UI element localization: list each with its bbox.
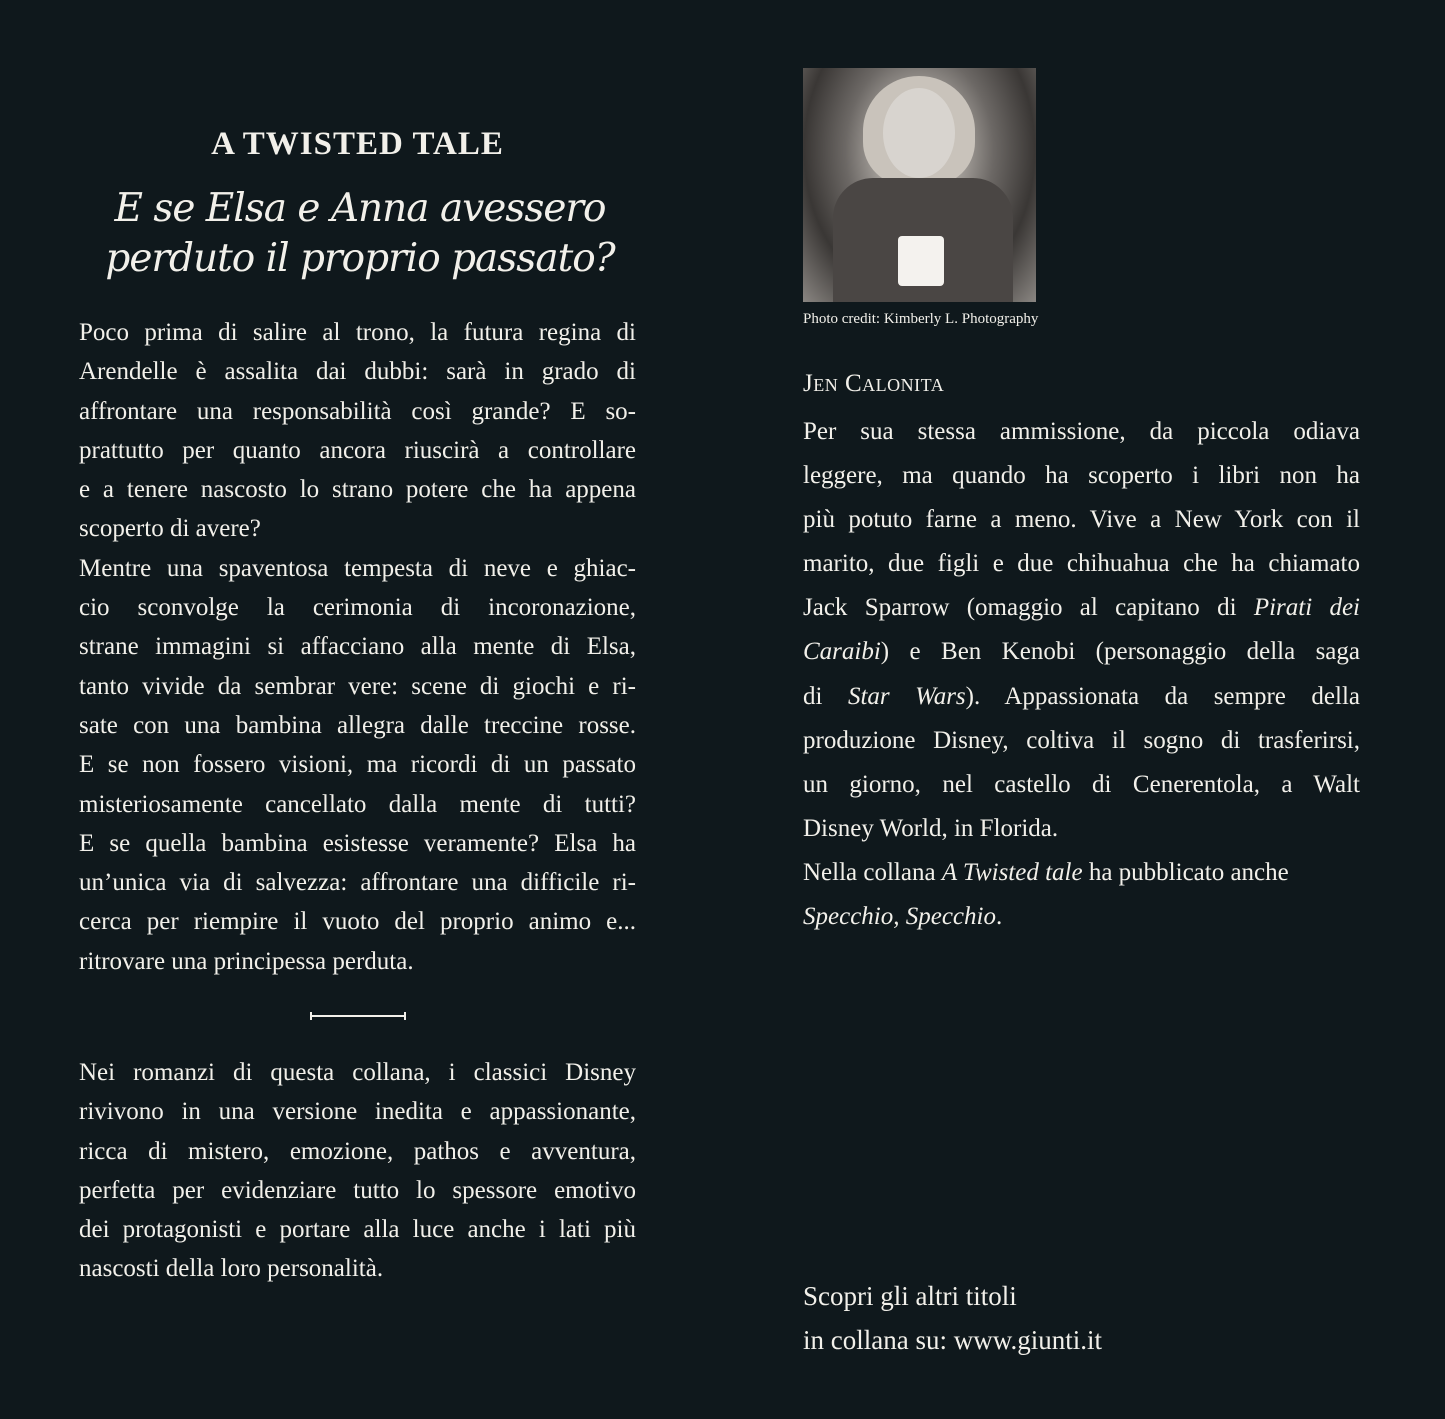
text-line: dei protagonisti e portare alla luce anche i lati più <box>79 1216 636 1244</box>
text-line: sate con una bambina allegra dalle treccine rosse. <box>79 711 636 739</box>
text-segment: un giorno, nel castello di Cenerentola, a Walt <box>803 770 1360 798</box>
text-segment: ha pubblicato anche <box>1082 858 1289 886</box>
author-photo <box>803 68 1036 302</box>
text-line: affrontare una responsabilità così grande? E so- <box>79 397 636 425</box>
text-line: prattutto per quanto ancora riuscirà a controllare <box>79 436 636 464</box>
series-title: A TWISTED TALE <box>211 126 504 162</box>
photo-credit: Photo credit: Kimberly L. Photography <box>803 311 1039 327</box>
text-line <box>803 630 1360 674</box>
text-line <box>803 454 1360 498</box>
text-line <box>803 851 1360 895</box>
text-line: Nei romanzi di questa collana, i classici Disney <box>79 1059 636 1086</box>
text-line: perfetta per evidenziare tutto lo spessore emotivo <box>79 1176 636 1204</box>
text-segment: più potuto farne a meno. Vive a New York con il <box>803 506 1360 534</box>
section-divider <box>310 1012 406 1020</box>
text-line: ritrovare una principessa perduta. <box>79 947 414 975</box>
text-line: un’unica via di salvezza: affrontare una difficile ri- <box>79 869 636 897</box>
italic-title: Pirati dei <box>1253 594 1360 622</box>
text-line: e a tenere nascosto lo strano potere che ha appena <box>79 476 636 504</box>
text-line: Poco prima di salire al trono, la futura regina di <box>79 319 636 346</box>
subtitle-line: perduto il proprio passato? <box>105 236 615 281</box>
italic-title: Specchio, Specchio <box>803 903 996 931</box>
text-segment: . <box>995 903 1003 931</box>
text-line: E se quella bambina esistesse veramente? Elsa ha <box>79 829 636 857</box>
text-line: rivivono in una versione inedita e appassionante, <box>79 1098 636 1126</box>
text-line <box>803 586 1360 630</box>
italic-title: Star Wars <box>847 682 966 710</box>
text-segment: di <box>803 682 848 710</box>
footer-note <box>803 1274 1102 1362</box>
text-line: scoperto di avere? <box>79 515 261 543</box>
text-line: nascosti della loro personalità. <box>79 1255 384 1283</box>
text-segment: Per sua stessa ammissione, da piccola odiava <box>803 418 1360 445</box>
author-name: Jen Calonita <box>803 370 945 397</box>
text-segment: Nella collana <box>803 858 942 886</box>
text-line: misteriosamente cancellato dalla mente di tutti? <box>79 790 636 818</box>
footer-line: Scopri gli altri titoli <box>803 1281 1017 1311</box>
subtitle-line: E se Elsa e Anna avessero <box>114 186 606 231</box>
text-line <box>803 807 1360 851</box>
italic-title: A Twisted tale <box>941 858 1083 886</box>
text-line <box>803 763 1360 807</box>
footer-line: in collana su: www.giunti.it <box>803 1325 1102 1355</box>
text-line <box>803 675 1360 719</box>
text-line: strane immagini si affacciano alla mente di Elsa, <box>79 633 636 661</box>
author-bio <box>803 410 1360 939</box>
text-line: Mentre una spaventosa tempesta di neve e ghiac- <box>79 554 636 582</box>
subtitle <box>60 184 660 284</box>
text-segment: Disney World, in Florida. <box>803 814 1059 842</box>
text-line: cio sconvolge la cerimonia di incoronazione, <box>79 594 636 622</box>
text-line <box>803 498 1360 542</box>
text-line: tanto vivide da sembrar vere: scene di giochi e ri- <box>79 672 636 700</box>
text-segment: ) e Ben Kenobi (personaggio della saga <box>880 638 1360 666</box>
text-line: cerca per riempire il vuoto del proprio animo e... <box>79 908 636 936</box>
series-description <box>79 1053 636 1289</box>
text-line: E se non fossero visioni, ma ricordi di un passato <box>79 751 636 779</box>
text-segment: produzione Disney, coltiva il sogno di trasferirsi, <box>803 726 1360 754</box>
text-line <box>803 542 1360 586</box>
italic-title: Caraibi <box>803 638 881 666</box>
synopsis <box>79 313 636 981</box>
text-line <box>803 410 1360 454</box>
text-segment: ). Appassionata da sempre della <box>965 682 1360 710</box>
text-line: ricca di mistero, emozione, pathos e avventura, <box>79 1137 636 1165</box>
text-line: Arendelle è assalita dai dubbi: sarà in grado di <box>79 358 636 386</box>
text-segment: Jack Sparrow (omaggio al capitano di <box>803 594 1254 622</box>
text-line <box>803 895 1360 939</box>
text-line <box>803 719 1360 763</box>
text-segment: leggere, ma quando ha scoperto i libri non ha <box>803 462 1360 490</box>
text-segment: marito, due figli e due chihuahua che ha chiamato <box>803 550 1360 578</box>
